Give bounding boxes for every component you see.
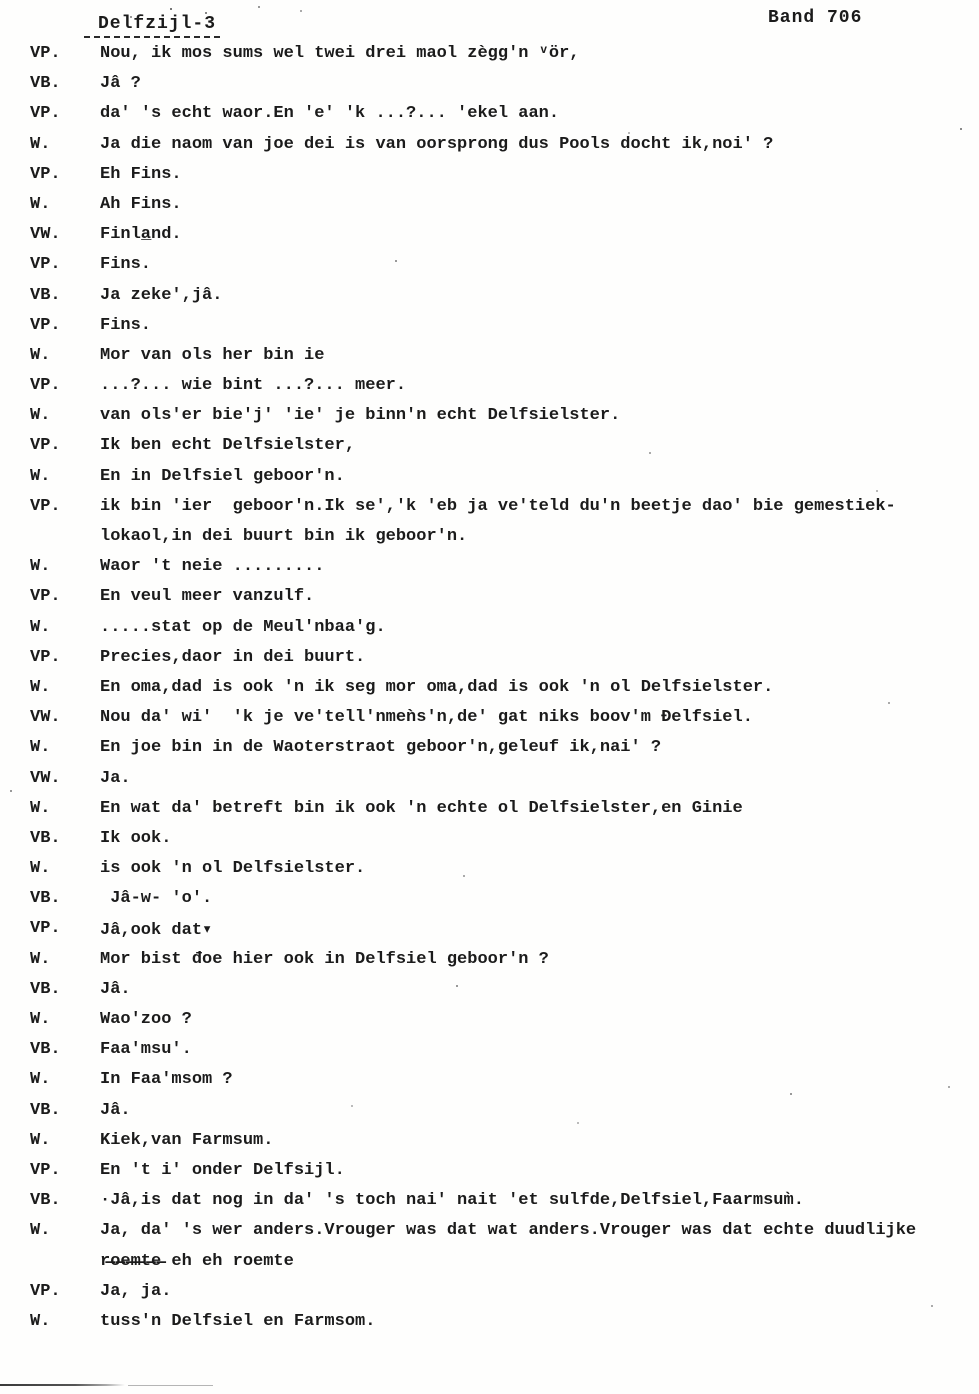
speaker-label: W.	[30, 1010, 51, 1029]
band-number-label: Band 706	[768, 8, 863, 28]
transcript-line-continuation	[30, 1252, 979, 1282]
transcript-line	[30, 618, 979, 648]
utterance-text: En oma,dad is ook 'n ik seg mor oma,dad is ook 'n ol Delfsielster.	[100, 677, 774, 697]
speaker-label: W.	[30, 617, 51, 637]
transcript-line	[30, 1040, 979, 1070]
speaker-label: W.	[30, 738, 51, 758]
speaker-label: VP.	[30, 647, 61, 667]
transcript-line	[30, 74, 979, 104]
utterance-text: Ik ben echt Delfsielster,	[100, 436, 356, 456]
utterance-text: Mor van ols her bin ie	[100, 345, 325, 365]
utterance-text: tuss'n Delfsiel en Farmsom.	[100, 1311, 376, 1331]
utterance-text: Jâ-w- 'o'.	[100, 889, 213, 909]
transcript-line	[30, 44, 979, 74]
transcript-line	[30, 436, 979, 466]
utterance-text: lokaol,in dei buurt bin ik geboor'n.	[100, 527, 468, 546]
utterance-text: En in Delfsiel geboor'n.	[100, 466, 345, 486]
speaker-label: W.	[30, 406, 51, 426]
speaker-label: W.	[30, 798, 51, 818]
utterance-text: Jâ ?	[100, 74, 141, 94]
utterance-text: Jâ.	[100, 1100, 131, 1120]
utterance-text: Eh Fins.	[100, 164, 182, 184]
speaker-label: VB.	[30, 1191, 61, 1211]
transcript-line	[30, 648, 979, 678]
transcript-line	[30, 557, 979, 587]
transcript-line	[30, 1010, 979, 1040]
transcript-line	[30, 135, 979, 165]
speaker-label: W.	[30, 194, 51, 214]
transcript-line	[30, 346, 979, 376]
utterance-text: Kiek,van Farmsum.	[100, 1130, 274, 1150]
transcript-line	[30, 467, 979, 497]
speaker-label: W.	[30, 1221, 51, 1241]
transcript-line	[30, 1191, 979, 1221]
speaker-label: VP.	[30, 255, 61, 275]
transcript-line	[30, 678, 979, 708]
transcript-line	[30, 376, 979, 406]
speaker-label: VP.	[30, 436, 61, 456]
scan-edge-artifact	[0, 1384, 125, 1386]
speaker-label: VB.	[30, 889, 61, 909]
utterance-text: ik bin 'ier geboor'n.Ik se','k 'eb ja ve'teld du'n beetje dao' bie gemestiek-	[100, 496, 896, 516]
transcript-line	[30, 889, 979, 919]
speaker-label: VW.	[30, 225, 61, 245]
utterance-text: Ja zeke',jâ.	[100, 285, 223, 305]
utterance-text: Ja die naom van joe dei is van oorsprong dus Pools docht ik,noi' ?	[100, 134, 774, 154]
transcript-line	[30, 104, 979, 134]
utterance-text: In Faa'msom ?	[100, 1070, 233, 1090]
transcript-line	[30, 919, 979, 949]
utterance-text: Wao'zoo ?	[100, 1010, 192, 1029]
utterance-text: Ja, ja.	[100, 1281, 172, 1301]
utterance-text: da' 's echt waor.En 'e' 'k ...?... 'ekel aan.	[100, 104, 560, 124]
transcript-line	[30, 1131, 979, 1161]
transcript-line	[30, 708, 979, 738]
utterance-text: En wat da' betreft bin ik ook 'n echte ol Delfsielster,en Ginie	[100, 798, 743, 818]
scan-edge-artifact-faint	[128, 1385, 213, 1386]
transcript-line	[30, 769, 979, 799]
transcript-line	[30, 225, 979, 255]
speaker-label: VW.	[30, 768, 61, 788]
transcript-line	[30, 255, 979, 285]
speaker-label: VB.	[30, 74, 61, 94]
speaker-label: VP.	[30, 376, 61, 396]
speaker-label: VB.	[30, 979, 61, 999]
transcript-line	[30, 165, 979, 195]
speaker-label: W.	[30, 1130, 51, 1150]
utterance-text: Ah Fins.	[100, 194, 182, 214]
transcript	[30, 44, 979, 1342]
transcript-line	[30, 1221, 979, 1251]
speaker-label: W.	[30, 1311, 51, 1331]
transcript-line	[30, 1282, 979, 1312]
speaker-label: W.	[30, 134, 51, 154]
speaker-label: W.	[30, 345, 51, 365]
speaker-label: W.	[30, 466, 51, 486]
speaker-label: VP.	[30, 315, 61, 335]
utterance-text: En 't i' onder Delfsijl.	[100, 1160, 345, 1180]
utterance-text: .....stat op de Meul'nbaa'g.	[100, 617, 386, 637]
transcript-line	[30, 1312, 979, 1342]
transcript-line	[30, 799, 979, 829]
utterance-text: Nou da' wi' 'k je ve'tell'nmeǹs'n,de' gat niks boov'm Ðelfsiel.	[100, 708, 753, 728]
speaker-label: VP.	[30, 164, 61, 184]
speaker-label: VW.	[30, 708, 61, 728]
utterance-text: Jâ.	[100, 979, 131, 999]
speaker-label: VP.	[30, 919, 61, 939]
transcript-line	[30, 316, 979, 346]
transcript-line	[30, 587, 979, 617]
transcript-line	[30, 950, 979, 980]
utterance-text: Nou, ik mos sums wel twei drei maol zègg'n ᵛör,	[100, 44, 580, 63]
speaker-label: W.	[30, 859, 51, 879]
utterance-text: ...?... wie bint ...?... meer.	[100, 376, 407, 396]
transcript-line	[30, 1101, 979, 1131]
transcript-line	[30, 980, 979, 1010]
speaker-label: VP.	[30, 44, 61, 63]
utterance-text: Finla̲nd.	[100, 225, 182, 245]
transcript-line	[30, 1070, 979, 1100]
speaker-label: VB.	[30, 285, 61, 305]
speaker-label: VB.	[30, 1040, 61, 1060]
utterance-text: is ook 'n ol Delfsielster.	[100, 859, 366, 879]
transcript-line	[30, 406, 979, 436]
transcript-line	[30, 1161, 979, 1191]
utterance-text: Ja.	[100, 768, 131, 788]
utterance-text: van ols'er bie'j' 'ie' je binn'n echt Delfsielster.	[100, 406, 621, 426]
utterance-text: Faa'msu'.	[100, 1040, 192, 1060]
utterance-text: Ik ook.	[100, 828, 172, 848]
utterance-text: Precies,daor in dei buurt.	[100, 647, 366, 667]
transcript-line	[30, 859, 979, 889]
transcript-line	[30, 738, 979, 768]
speaker-label: VP.	[30, 1281, 61, 1301]
utterance-text: ·Jâ,is dat nog in da' 's toch nai' nait 'et sulfde,Delfsiel,Faarmsum̀.	[100, 1191, 804, 1211]
speaker-label: VB.	[30, 1100, 61, 1120]
speaker-label: VP.	[30, 1160, 61, 1180]
utterance-text: r̶o̶e̶m̶t̶e̶ eh eh roemte	[100, 1251, 294, 1271]
transcript-line-continuation	[30, 527, 979, 557]
speaker-label: W.	[30, 949, 51, 969]
utterance-text: En joe bin in de Waoterstraot geboor'n,geleuf ik,nai' ?	[100, 738, 662, 758]
speaker-label: W.	[30, 1070, 51, 1090]
utterance-text: Mor bist đoe hier ook in Delfsiel geboor'n ?	[100, 949, 549, 969]
speaker-label: VB.	[30, 828, 61, 848]
transcript-line	[30, 829, 979, 859]
speaker-label: VP.	[30, 104, 61, 124]
transcript-line	[30, 497, 979, 527]
speaker-label: VP.	[30, 587, 61, 607]
utterance-text: Fins.	[100, 255, 152, 275]
utterance-text: Ja, da' 's wer anders.Vrouger was dat wat anders.Vrouger was dat echte duudlijke	[100, 1221, 917, 1241]
speaker-label: W.	[30, 557, 51, 577]
utterance-text: Waor 't neie .........	[100, 557, 325, 577]
transcript-line	[30, 195, 979, 225]
utterance-text: En veul meer vanzulf.	[100, 587, 315, 607]
utterance-text: Fins.	[100, 315, 152, 335]
speaker-label: VP.	[30, 496, 61, 516]
scan-speckle-noise	[0, 0, 2, 2]
transcript-line	[30, 286, 979, 316]
speaker-label: W.	[30, 677, 51, 697]
utterance-text: Jâ,ook dat▾	[100, 921, 213, 941]
page-title: Delfzijl-3	[84, 14, 220, 38]
